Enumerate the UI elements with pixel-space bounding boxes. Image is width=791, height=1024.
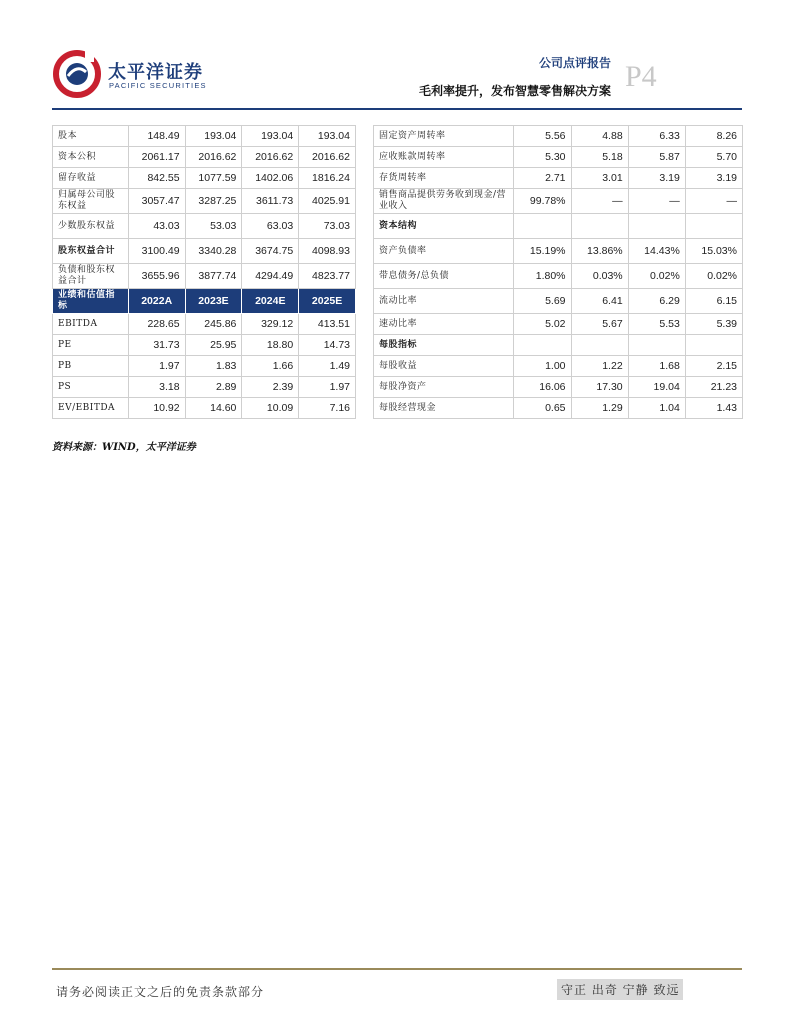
table-cell: 228.65 [128,314,185,335]
source-note: 资料来源：WIND，太平洋证券 [52,442,196,453]
table-cell: 25.95 [185,335,242,356]
table-row [374,377,743,398]
row-label: 资本结构 [374,214,514,239]
table-cell: 3100.49 [128,239,185,264]
table-row [374,398,743,419]
table-row [53,147,356,168]
table-cell: 19.04 [628,377,685,398]
table-cell: 14.60 [185,398,242,419]
table-cell: 2.89 [185,377,242,398]
row-label: 速动比率 [374,314,514,335]
table-cell: 1.29 [571,398,628,419]
table-cell: 10.09 [242,398,299,419]
table-cell: 18.80 [242,335,299,356]
table-cell: 16.06 [514,377,571,398]
table-cell: 4294.49 [242,264,299,289]
table-cell: 2016.62 [242,147,299,168]
table-cell: 1.97 [299,377,356,398]
table-cell: 8.26 [685,126,742,147]
logo-chinese-name: 太平洋证券 [108,62,203,83]
row-label: 资本公积 [53,147,129,168]
table-cell: 6.15 [685,289,742,314]
table-cell: 1.97 [128,356,185,377]
table-cell: 6.41 [571,289,628,314]
table-row [374,289,743,314]
table-cell [628,214,685,239]
table-row [374,214,743,239]
table-cell [571,214,628,239]
table-cell: 3611.73 [242,189,299,214]
row-label: 流动比率 [374,289,514,314]
table-cell: 99.78% [514,189,571,214]
table-cell: 1077.59 [185,168,242,189]
table-cell: 193.04 [242,126,299,147]
table-row [374,189,743,214]
table-cell: 1.83 [185,356,242,377]
row-label: 销售商品提供劳务收到现金/营业收入 [374,189,514,214]
year-header: 2025E [299,289,356,314]
table-cell: 842.55 [128,168,185,189]
table-cell: 73.03 [299,214,356,239]
row-label: PE [53,335,129,356]
table-cell: 43.03 [128,214,185,239]
table-row [53,398,356,419]
table-cell: 5.18 [571,147,628,168]
valuation-header-label: 业绩和估值指标 [53,289,129,314]
year-header: 2023E [185,289,242,314]
table-cell: 31.73 [128,335,185,356]
table-cell: 3340.28 [185,239,242,264]
row-label: 每股经营现金 [374,398,514,419]
table-cell: 5.69 [514,289,571,314]
table-cell: 1.66 [242,356,299,377]
row-label: 每股收益 [374,356,514,377]
balance-valuation-table [52,125,356,419]
table-cell: 2061.17 [128,147,185,168]
row-label: 留存收益 [53,168,129,189]
table-row [53,214,356,239]
table-cell: 329.12 [242,314,299,335]
table-cell: 148.49 [128,126,185,147]
table-cell: 5.70 [685,147,742,168]
year-header: 2024E [242,289,299,314]
table-cell: 4.88 [571,126,628,147]
row-label: 少数股东权益 [53,214,129,239]
table-cell: 1.22 [571,356,628,377]
row-label: PB [53,356,129,377]
logo-english-name: PACIFIC SECURITIES [109,81,207,90]
table-cell: 5.87 [628,147,685,168]
table-cell [685,335,742,356]
table-cell: 2016.62 [299,147,356,168]
table-cell: 15.19% [514,239,571,264]
table-cell: 1816.24 [299,168,356,189]
table-row [53,126,356,147]
table-cell [571,335,628,356]
table-row [53,377,356,398]
table-cell: 1.00 [514,356,571,377]
table-row [374,239,743,264]
table-cell: 2.39 [242,377,299,398]
table-cell: 2.71 [514,168,571,189]
row-label: 股本 [53,126,129,147]
table-cell [514,214,571,239]
table-cell: 1402.06 [242,168,299,189]
table-cell: 3.19 [628,168,685,189]
table-row [53,335,356,356]
table-cell: 193.04 [185,126,242,147]
table-row [374,264,743,289]
table-cell: 4098.93 [299,239,356,264]
table-cell: 3674.75 [242,239,299,264]
table-row [374,147,743,168]
table-cell: 1.43 [685,398,742,419]
header-divider [52,108,742,110]
table-cell: 5.30 [514,147,571,168]
table-cell: 1.04 [628,398,685,419]
table-cell: 3.01 [571,168,628,189]
table-cell: — [571,189,628,214]
table-cell: 53.03 [185,214,242,239]
table-cell: 0.65 [514,398,571,419]
table-cell: 63.03 [242,214,299,239]
footer-divider [52,968,742,970]
table-row [374,335,743,356]
table-cell: — [628,189,685,214]
table-cell: 7.16 [299,398,356,419]
financial-ratios-table [373,125,743,419]
table-row [374,168,743,189]
logo-emblem-icon [52,46,102,100]
company-logo [52,46,212,100]
table-row [53,239,356,264]
row-label: EBITDA [53,314,129,335]
table-cell: 1.68 [628,356,685,377]
table-cell [514,335,571,356]
year-header: 2022A [128,289,185,314]
table-row [53,189,356,214]
table-cell: 6.33 [628,126,685,147]
table-cell: 3057.47 [128,189,185,214]
table-cell: 193.04 [299,126,356,147]
row-label: 归属母公司股东权益 [53,189,129,214]
page-number: P4 [625,60,657,93]
table-cell: 17.30 [571,377,628,398]
table-cell: 10.92 [128,398,185,419]
row-label: 负债和股东权益合计 [53,264,129,289]
table-row [53,356,356,377]
table-cell: 245.86 [185,314,242,335]
row-label: 带息债务/总负债 [374,264,514,289]
table-cell: 5.02 [514,314,571,335]
table-cell: 0.03% [571,264,628,289]
table-cell: 1.80% [514,264,571,289]
row-label: 资产负债率 [374,239,514,264]
table-cell: 3655.96 [128,264,185,289]
row-label: 股东权益合计 [53,239,129,264]
table-cell: 5.53 [628,314,685,335]
table-row [53,168,356,189]
table-row [53,314,356,335]
table-cell: 13.86% [571,239,628,264]
row-label: 每股净资产 [374,377,514,398]
table-cell: 21.23 [685,377,742,398]
report-type: 公司点评报告 [538,56,611,70]
disclaimer-text: 请务必阅读正文之后的免责条款部分 [56,985,265,999]
company-motto: 守正 出奇 宁静 致远 [557,979,683,1000]
table-cell: 4823.77 [299,264,356,289]
table-cell: 5.39 [685,314,742,335]
table-cell: 15.03% [685,239,742,264]
table-row [53,264,356,289]
table-cell: 3877.74 [185,264,242,289]
table-cell [628,335,685,356]
table-cell: 0.02% [685,264,742,289]
table-row [374,314,743,335]
report-title: 毛利率提升，发布智慧零售解决方案 [418,84,611,98]
row-label: PS [53,377,129,398]
table-cell [685,214,742,239]
table-cell: 2.15 [685,356,742,377]
table-cell: 5.56 [514,126,571,147]
row-label: 应收账款周转率 [374,147,514,168]
table-row [374,126,743,147]
table-row [374,356,743,377]
row-label: 固定资产周转率 [374,126,514,147]
row-label: EV/EBITDA [53,398,129,419]
row-label: 每股指标 [374,335,514,356]
table-cell: 4025.91 [299,189,356,214]
valuation-header-row [53,289,356,314]
table-cell: 6.29 [628,289,685,314]
table-cell: 0.02% [628,264,685,289]
table-cell: 3.18 [128,377,185,398]
table-cell: 3.19 [685,168,742,189]
row-label: 存货周转率 [374,168,514,189]
table-cell: 14.43% [628,239,685,264]
table-cell: 5.67 [571,314,628,335]
table-cell: 413.51 [299,314,356,335]
table-cell: — [685,189,742,214]
table-cell: 2016.62 [185,147,242,168]
table-cell: 3287.25 [185,189,242,214]
table-cell: 1.49 [299,356,356,377]
table-cell: 14.73 [299,335,356,356]
